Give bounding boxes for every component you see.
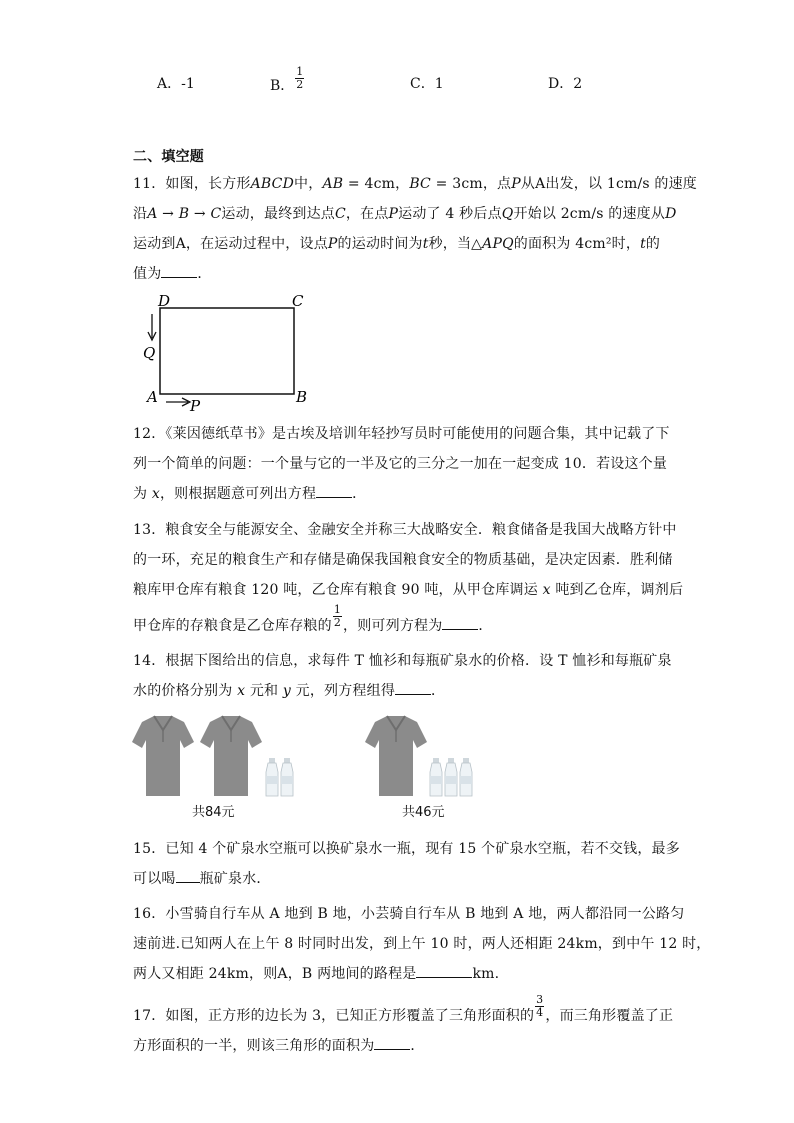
q16-line-3: 两人又相距 24km，则A，B 两地间的路程是 km.: [133, 966, 500, 982]
section-title: 二、填空题: [133, 149, 204, 165]
tshirt-icon: [365, 716, 427, 796]
answer-blank: [161, 265, 197, 278]
q11-line-2: 沿A → B → C运动，最终到达点C，在点P运动了 4 秒后点Q开始以 2cm/s 的速度从D: [133, 206, 677, 222]
water-bottle-icon: [266, 758, 278, 796]
left-group-image: [130, 714, 310, 798]
q16-line-1: 16．小雪骑自行车从 A 地到 B 地，小芸骑自行车从 B 地到 A 地，两人都沿同一公路匀: [133, 906, 685, 922]
q12-line-2: 列一个简单的问题：一个量与它的一半及它的三分之一加在一起变成 10．若设这个量: [133, 456, 668, 472]
label-c: C: [292, 292, 304, 310]
q17-line-2: 方形面积的一半，则该三角形的面积为 ．: [133, 1038, 425, 1054]
label-q: Q: [143, 344, 156, 362]
tshirt-icon: [132, 716, 194, 796]
q13-line-4: 甲仓库的存粮食是乙仓库存粮的 $\frac{1}{2}$ ，则可列方程为 ．: [133, 603, 493, 634]
fraction-denominator: 2: [296, 78, 304, 91]
rectangle-figure: [140, 290, 320, 415]
rectangle-abcd: [160, 308, 294, 394]
option-d: D．2: [548, 76, 583, 92]
q15-line-1: 15．已知 4 个矿泉水空瓶可以换矿泉水一瓶，现有 15 个矿泉水空瓶，若不交钱，最多: [133, 841, 680, 857]
q11-line-4: 值为 ．: [133, 266, 212, 282]
right-group-image: [363, 714, 483, 798]
q12-line-3: 为 x，则根据题意可列出方程 ．: [133, 486, 367, 502]
label-b: B: [296, 388, 308, 406]
fraction-three-quarters: $\frac{3}{4}$: [536, 993, 544, 1019]
q11-line-1: 11．如图，长方形ABCD中，AB = 4cm，BC = 3cm，点P从A出发，以 1cm/s 的速度: [133, 176, 698, 192]
answer-blank: [395, 682, 431, 695]
option-a: A．-1: [157, 76, 195, 92]
q13-line-2: 的一环，充足的粮食生产和存储是确保我国粮食安全的物质基础，是决定因素．胜利储: [133, 552, 673, 568]
water-bottle-icon: [281, 758, 293, 796]
answer-blank: [176, 870, 200, 883]
answer-blank: [442, 617, 478, 630]
caption-right-total: 共46元: [402, 805, 445, 820]
answer-blank: [416, 965, 472, 978]
fraction-one-half: $\frac{1}{2}$: [333, 603, 342, 629]
caption-left-total: 共84元: [192, 805, 235, 820]
option-c: C．1: [410, 76, 444, 92]
q12-line-1: 12．《莱因德纸草书》是古埃及培训年轻抄写员时可能使用的问题合集，其中记载了下: [133, 426, 670, 442]
water-bottle-icon: [445, 758, 457, 796]
option-b-label: B．: [270, 77, 295, 94]
label-a: A: [147, 388, 158, 406]
q17-line-1: 17．如图，正方形的边长为 3，已知正方形覆盖了三角形面积的 $\frac{3}{4}$ ，而三角形覆盖了正: [133, 993, 674, 1024]
water-bottle-icon: [460, 758, 472, 796]
fraction-numerator: 1: [296, 65, 304, 78]
label-d: D: [158, 292, 171, 310]
option-b: [270, 65, 305, 94]
answer-blank: [374, 1037, 410, 1050]
q13-line-1: 13．粮食安全与能源安全、金融安全并称三大战略安全．粮食储备是我国大战略方针中: [133, 522, 677, 538]
q14-line-1: 14．根据下图给出的信息，求每件 T 恤衫和每瓶矿泉水的价格．设 T 恤衫和每瓶矿泉: [133, 653, 672, 669]
q11-line-3: 运动到A，在运动过程中，设点P的运动时间为t秒，当△APQ的面积为 4cm²时，t的: [133, 236, 661, 252]
q14-line-2: 水的价格分别为 x 元和 y 元，列方程组得 ．: [133, 683, 446, 699]
q16-line-2: 速前进.已知两人在上午 8 时同时出发，到上午 10 时，两人还相距 24km，到中午 12 时，: [133, 936, 711, 952]
q13-line-3: 粮库甲仓库有粮食 120 吨，乙仓库有粮食 90 吨，从甲仓库调运 x 吨到乙仓库，调剂后: [133, 582, 684, 598]
water-bottle-icon: [430, 758, 442, 796]
q15-line-2: 可以喝 瓶矿泉水．: [133, 871, 271, 887]
answer-blank: [316, 485, 352, 498]
option-b-fraction: [295, 66, 304, 91]
label-p: P: [190, 397, 201, 415]
tshirt-icon: [200, 716, 262, 796]
